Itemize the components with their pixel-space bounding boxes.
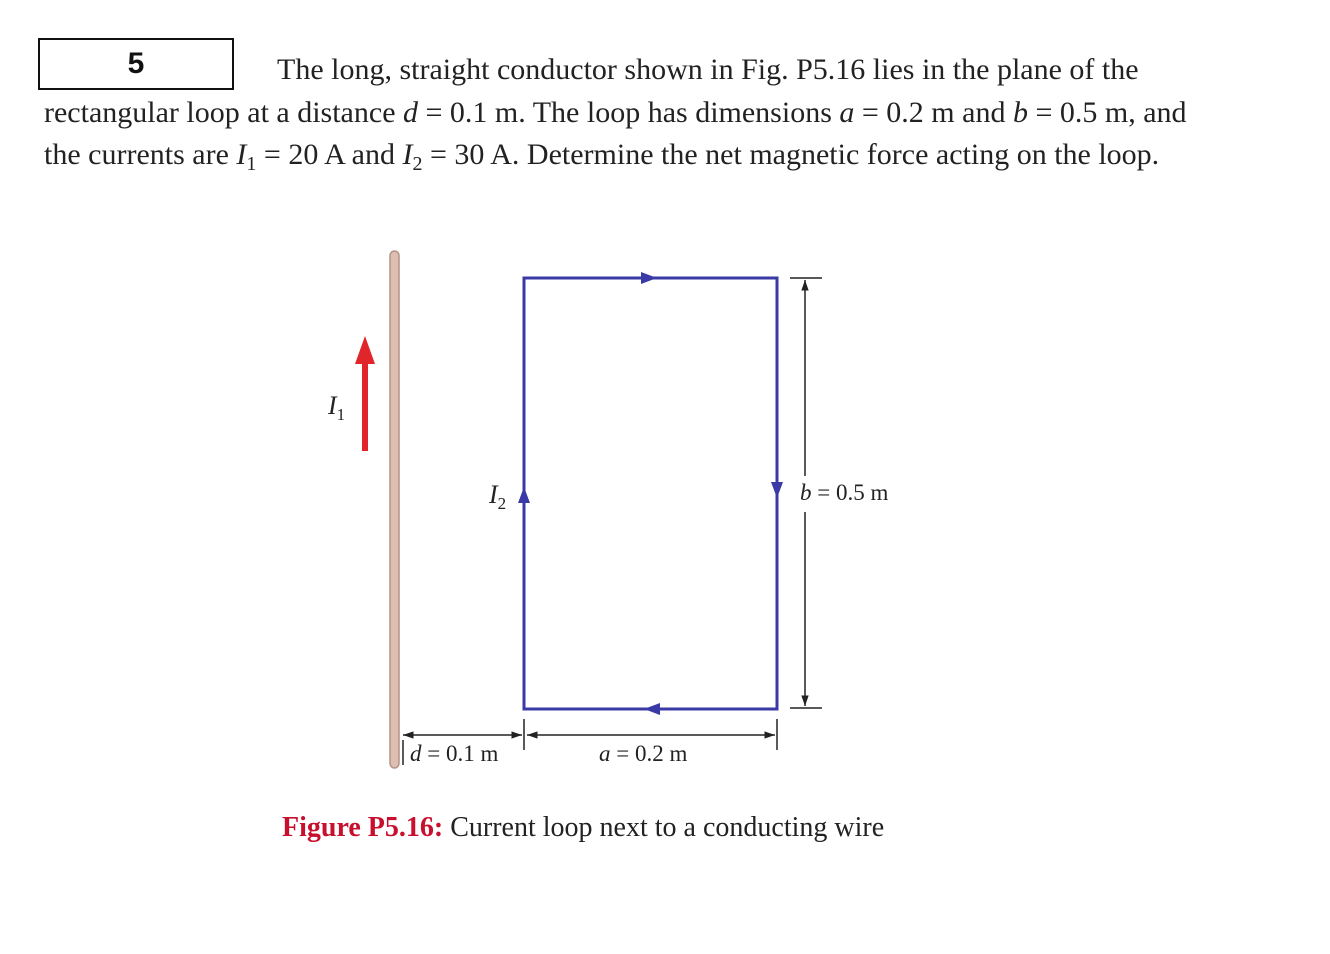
caption-text: Current loop next to a conducting wire: [443, 812, 885, 843]
label-rest: = 0.2 m: [610, 741, 688, 766]
var-a: a: [839, 95, 855, 129]
dimension-b-label: [800, 480, 888, 505]
loop-current-label: [488, 480, 506, 513]
rectangular-loop: [524, 278, 777, 709]
label-var: I: [489, 480, 498, 509]
var-I1: I: [236, 138, 247, 171]
sub-1: 1: [246, 153, 257, 175]
var-I2: I: [402, 138, 413, 171]
text-part: = 20 A and: [256, 138, 403, 171]
loop-arrow-bottom: [644, 703, 660, 715]
text-part: = 30 A. Determine the net magnetic force acting on the loop.: [422, 138, 1160, 171]
loop-arrow-top: [641, 272, 657, 284]
dimension-a-label: [599, 741, 687, 766]
wire-current-label: [327, 391, 345, 424]
sub-2: 2: [412, 153, 423, 175]
label-var: d: [410, 741, 422, 766]
var-b: b: [1012, 95, 1028, 129]
problem-number-box: 5: [38, 38, 234, 90]
text-part: = 0.5 m, and the currents are: [44, 95, 1187, 171]
straight-conductor: [390, 251, 399, 768]
label-var: a: [599, 741, 611, 766]
loop-arrow-right: [771, 482, 783, 498]
label-rest: = 0.1 m: [421, 741, 499, 766]
figure-caption: [282, 810, 1182, 846]
var-d: d: [403, 95, 419, 129]
text-part: = 0.1 m. The loop has dimensions: [418, 95, 840, 129]
text-part: The long, straight conductor shown in Fig. P5.16 lies in the plane of the rectangular loop at a distance: [44, 53, 1139, 129]
current-arrow-i1: [355, 336, 375, 451]
text-part: = 0.2 m and: [854, 95, 1013, 129]
loop-arrow-left: [518, 487, 530, 503]
label-sub: 2: [497, 494, 507, 513]
label-rest: = 0.5 m: [811, 480, 889, 505]
dimension-d-label: [410, 741, 498, 766]
caption-label: Figure P5.16:: [282, 812, 444, 843]
label-var: I: [328, 391, 337, 420]
label-var: b: [800, 480, 812, 505]
label-sub: 1: [336, 405, 346, 424]
